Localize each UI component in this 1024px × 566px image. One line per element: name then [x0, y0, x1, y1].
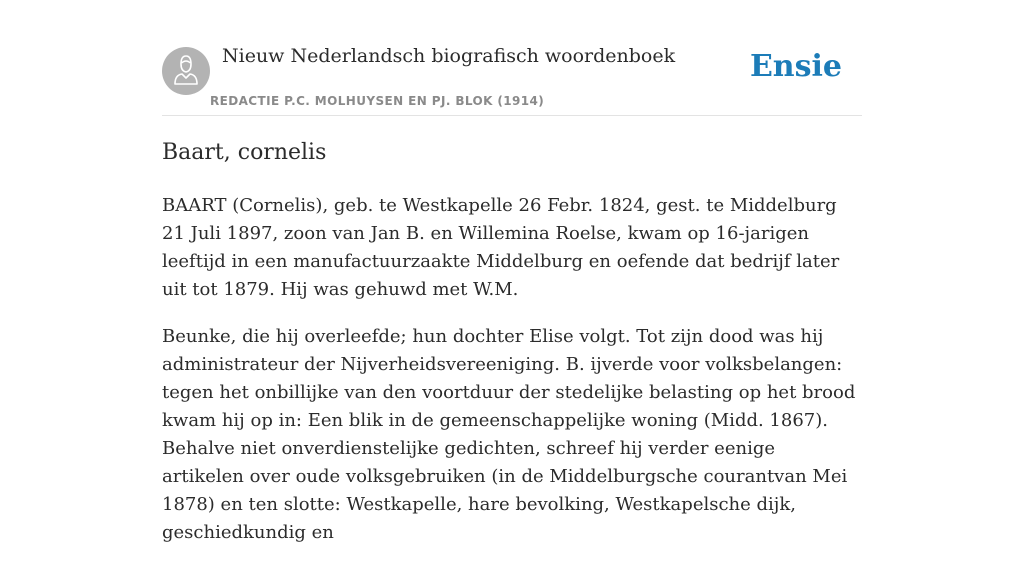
source-editors: REDACTIE P.C. MOLHUYSEN EN PJ. BLOK (1914): [210, 94, 545, 108]
brand-logo[interactable]: Ensie: [749, 49, 842, 84]
source-header: [162, 40, 862, 116]
entry-title: Baart, cornelis: [162, 140, 327, 165]
source-title[interactable]: Nieuw Nederlandsch biografisch woordenboek: [222, 45, 676, 67]
avatar: [162, 47, 210, 95]
entry-body: [162, 192, 862, 566]
entry-paragraph: BAART (Cornelis), geb. te Westkapelle 26 Febr. 1824, gest. te Middelburg 21 Juli 1897, zoon van Jan B. en Willemina Roelse, kwam op 16-jarigen leeftijd in een manufactuurzaakte Middelburg en oefende dat bedrijf later uit tot 1879. Hij was gehuwd met W.M.: [162, 195, 840, 300]
user-silhouette-icon: [162, 47, 210, 95]
entry-paragraph: Beunke, die hij overleefde; hun dochter Elise volgt. Tot zijn dood was hij administrateur der Nijverheidsvereeniging. B. ijverde voor volksbelangen: tegen het onbillijke van den voortduur der stedelijke belasting op het brood kwam hij op in: Een blik in de gemeenschappelijke woning (Midd. 1867). Behalve niet onverdienstelijke gedichten, schreef hij verder eenige artikelen over oude volksgebruiken (in de Middelburgsche courantvan Mei 1878) en ten slotte: Westkapelle, hare bevolking, Westkapelsche dijk, geschiedkundig en: [162, 326, 856, 543]
